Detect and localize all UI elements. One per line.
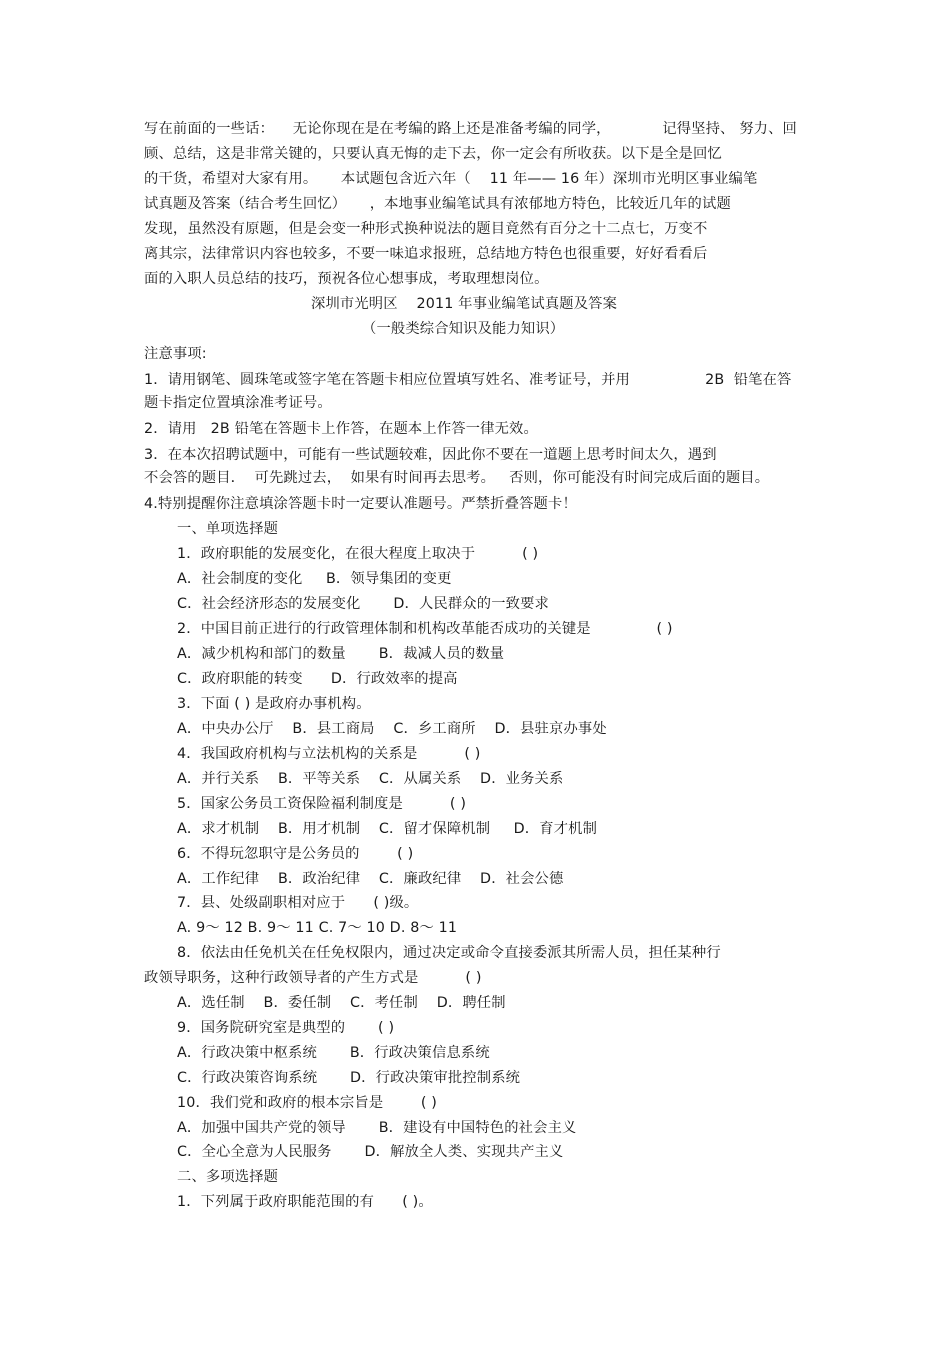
notice-line: 题卡指定位置填涂准考证号。 <box>144 395 332 411</box>
notice-heading: 注意事项: <box>144 346 207 362</box>
notice-line: 4.特别提醒你注意填涂答题卡时一定要认准题号。严禁折叠答题卡！ <box>144 496 577 512</box>
question-line: C．政府职能的转变 D．行政效率的提高 <box>177 671 458 687</box>
question-line: 政领导职务，这种行政领导者的产生方式是 ( ) <box>144 970 482 986</box>
intro-line: 顾、总结，这是非常关键的，只要认真无悔的走下去，你一定会有所收获。以下是全是回忆 <box>144 146 722 162</box>
question-line: A．选任制 B．委任制 C．考任制 D．聘任制 <box>177 995 506 1011</box>
question-line: A．工作纪律 B．政治纪律 C．廉政纪律 D．社会公德 <box>177 871 564 887</box>
question-line: 7．县、处级副职相对应于 ( )级。 <box>177 895 419 911</box>
question-line: A．社会制度的变化 B．领导集团的变更 <box>177 571 452 587</box>
notice-line: 3．在本次招聘试题中，可能有一些试题较难，因此你不要在一道题上思考时间太久，遇到 <box>144 447 717 463</box>
question-line: A．行政决策中枢系统 B．行政决策信息系统 <box>177 1045 490 1061</box>
question-line: 1．下列属于政府职能范围的有 ( )。 <box>177 1194 433 1210</box>
question-line: A．中央办公厅 B．县工商局 C．乡工商所 D．县驻京办事处 <box>177 721 607 737</box>
notice-line: 不会答的题目． 可先跳过去， 如果有时间再去思考。 否则，你可能没有时间完成后面的题目。 <box>144 470 770 486</box>
question-line: C．行政决策咨询系统 D．行政决策审批控制系统 <box>177 1070 521 1086</box>
question-line: A．减少机构和部门的数量 B．裁减人员的数量 <box>177 646 505 662</box>
question-line: A．加强中国共产党的领导 B．建设有中国特色的社会主义 <box>177 1120 577 1136</box>
question-line: 9．国务院研究室是典型的 ( ) <box>177 1020 395 1036</box>
intro-line: 试真题及答案（结合考生回忆） ，本地事业编笔试具有浓郁地方特色，比较近几年的试题 <box>144 196 731 212</box>
question-line: 5．国家公务员工资保险福利制度是 ( ) <box>177 796 467 812</box>
document-subtitle: （一般类综合知识及能力知识） <box>362 321 565 337</box>
intro-line: 面的入职人员总结的技巧，预祝各位心想事成，考取理想岗位。 <box>144 271 549 287</box>
question-line: 2．中国目前正进行的行政管理体制和机构改革能否成功的关键是 ( ) <box>177 621 673 637</box>
question-line: 4．我国政府机构与立法机构的关系是 ( ) <box>177 746 481 762</box>
section-heading: 一、单项选择题 <box>177 521 279 537</box>
notice-line: 1．请用钢笔、圆珠笔或签字笔在答题卡相应位置填写姓名、准考证号，并用 2B 铅笔在答 <box>144 372 792 388</box>
question-line: 3．下面 ( ) 是政府办事机构。 <box>177 696 371 712</box>
document-title: 深圳市光明区 2011 年事业编笔试真题及答案 <box>311 296 618 312</box>
question-line: A．并行关系 B．平等关系 C．从属关系 D．业务关系 <box>177 771 564 787</box>
question-line: C．全心全意为人民服务 D．解放全人类、实现共产主义 <box>177 1144 564 1160</box>
question-line: A. 9～ 12 B. 9～ 11 C. 7～ 10 D. 8～ 11 <box>177 920 458 936</box>
notice-line: 2．请用 2B 铅笔在答题卡上作答，在题本上作答一律无效。 <box>144 421 538 437</box>
question-line: A．求才机制 B．用才机制 C．留才保障机制 D．育才机制 <box>177 821 598 837</box>
question-line: 1．政府职能的发展变化，在很大程度上取决于 ( ) <box>177 546 539 562</box>
question-line: 6．不得玩忽职守是公务员的 ( ) <box>177 846 414 862</box>
section-heading: 二、多项选择题 <box>177 1169 279 1185</box>
question-line: 10．我们党和政府的根本宗旨是 ( ) <box>177 1095 438 1111</box>
question-line: C．社会经济形态的发展变化 D．人民群众的一致要求 <box>177 596 549 612</box>
intro-line: 离其宗，法律常识内容也较多，不要一味追求报班，总结地方特色也很重要，好好看看后 <box>144 246 708 262</box>
intro-line: 发现，虽然没有原题，但是会变一种形式换种说法的题目竟然有百分之十二点七，万变不 <box>144 221 708 237</box>
question-line: 8．依法由任免机关在任免权限内，通过决定或命令直接委派其所需人员，担任某种行 <box>177 945 721 961</box>
intro-line: 写在前面的一些话： 无论你现在是在考编的路上还是准备考编的同学， 记得坚持、 努力、回 <box>144 121 797 137</box>
intro-line: 的干货，希望对大家有用。 本试题包含近六年（ 11 年—— 16 年）深圳市光明区事业编笔 <box>144 171 758 187</box>
